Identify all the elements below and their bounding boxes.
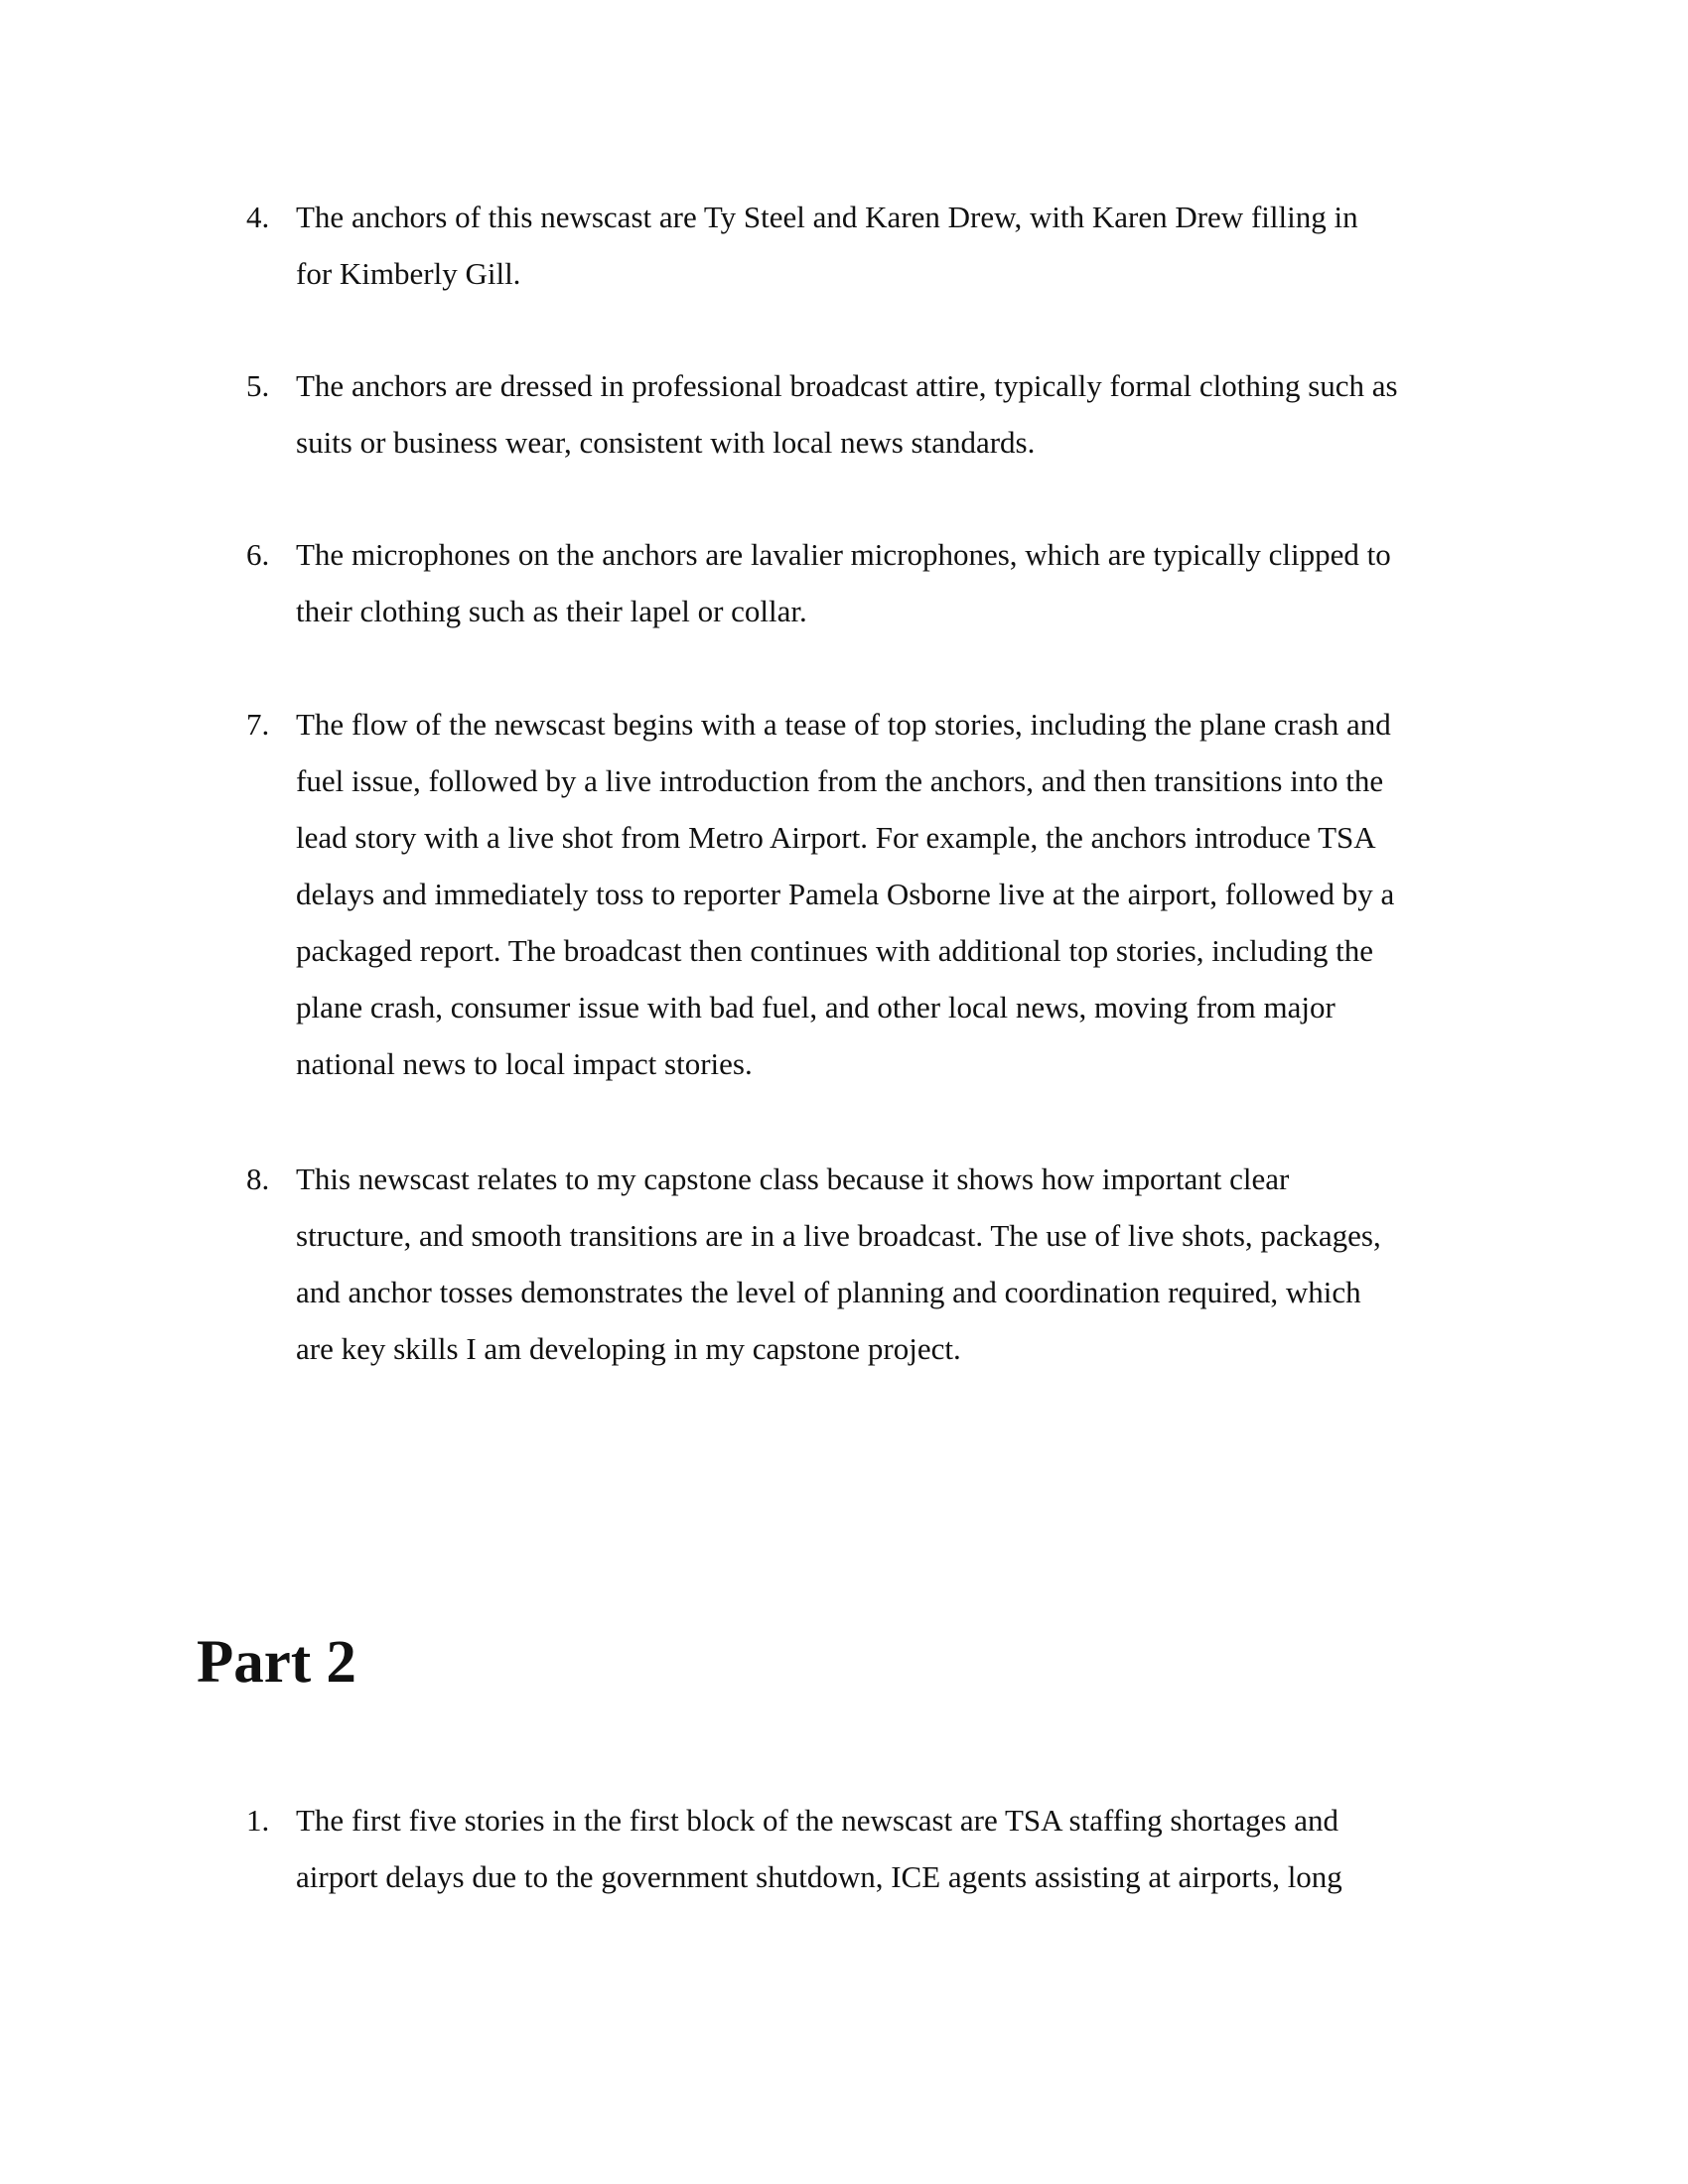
part-2-heading: Part 2 — [197, 1629, 356, 1696]
text-line: and anchor tosses demonstrates the level of planning and coordination required, which — [296, 1275, 1361, 1309]
list-item-text — [296, 357, 1497, 471]
list-number: 8. — [246, 1161, 270, 1196]
list-number: 1. — [246, 1803, 270, 1838]
text-line: The flow of the newscast begins with a tease of top stories, including the plane crash and — [296, 707, 1391, 742]
list-number: 7. — [246, 707, 270, 742]
list-item-text — [296, 526, 1497, 639]
text-line: airport delays due to the government shutdown, ICE agents assisting at airports, long — [296, 1859, 1342, 1894]
text-line: The microphones on the anchors are lavalier microphones, which are typically clipped to — [296, 537, 1391, 572]
list-number: 6. — [246, 537, 270, 572]
list-number: 4. — [246, 200, 270, 234]
text-line: The first five stories in the first block of the newscast are TSA staffing shortages and — [296, 1803, 1339, 1838]
text-line: plane crash, consumer issue with bad fuel, and other local news, moving from major — [296, 990, 1336, 1024]
text-line: The anchors of this newscast are Ty Steel and Karen Drew, with Karen Drew filling in — [296, 200, 1358, 234]
text-line: structure, and smooth transitions are in a live broadcast. The use of live shots, packages, — [296, 1218, 1381, 1253]
list-item-text — [296, 696, 1497, 1092]
text-line: for Kimberly Gill. — [296, 256, 521, 291]
text-line: The anchors are dressed in professional broadcast attire, typically formal clothing such as — [296, 368, 1398, 403]
list-number: 5. — [246, 368, 270, 403]
text-line: their clothing such as their lapel or collar. — [296, 594, 807, 628]
text-line: delays and immediately toss to reporter Pamela Osborne live at the airport, followed by a — [296, 877, 1395, 911]
list-item-text — [296, 1151, 1497, 1377]
list-item-text — [296, 1792, 1497, 1905]
list-item-text — [296, 189, 1497, 302]
text-line: fuel issue, followed by a live introduction from the anchors, and then transitions into the — [296, 763, 1384, 798]
text-line: suits or business wear, consistent with local news standards. — [296, 425, 1036, 460]
text-line: national news to local impact stories. — [296, 1046, 753, 1081]
text-line: are key skills I am developing in my capstone project. — [296, 1331, 961, 1366]
text-line: lead story with a live shot from Metro Airport. For example, the anchors introduce TSA — [296, 820, 1376, 855]
text-line: packaged report. The broadcast then continues with additional top stories, including the — [296, 933, 1373, 968]
text-line: This newscast relates to my capstone class because it shows how important clear — [296, 1161, 1290, 1196]
